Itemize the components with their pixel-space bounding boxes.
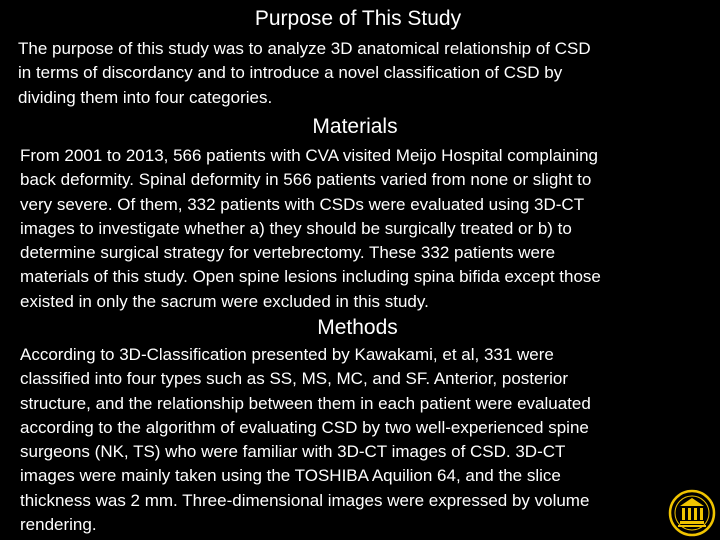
materials-heading: Materials [312, 115, 398, 138]
university-seal-icon [668, 489, 716, 537]
purpose-heading: Purpose of This Study [254, 7, 462, 30]
methods-paragraph: According to 3D-Classification presented by Kawakami, et al, 331 were classified into four types such as SS, MS, MC, and SF. Anterior, posterior structure, and the relationship between them in each patient were evaluated according to the algorithm of evaluating CSD by two well-experienced spine surgeons (NK, TS) who were familiar with 3D-CT images of CSD. 3D-CT images were mainly taken using the TOSHIBA Aquilion 64, and the slice thickness was 2 mm. Three-dimensional images were expressed by volume rendering. [20, 345, 591, 535]
materials-paragraph: From 2001 to 2013, 566 patients with CVA visited Meijo Hospital complaining back deformity. Spinal deformity in 566 patients varied from none or slight to very severe. Of them, 332 patients with CSDs were evaluated using 3D-CT images to investigate whether a) they should be surgically treated or b) to determine surgical strategy for vertebrectomy. These 332 patients were materials of this study. Open spine lesions including spina bifida except those existed in only the sacrum were excluded in this study. [20, 146, 601, 311]
methods-heading: Methods [317, 316, 398, 339]
purpose-paragraph: The purpose of this study was to analyze 3D anatomical relationship of CSD in terms of discordancy and to introduce a novel classification of CSD by dividing them into four categories. [18, 39, 591, 107]
